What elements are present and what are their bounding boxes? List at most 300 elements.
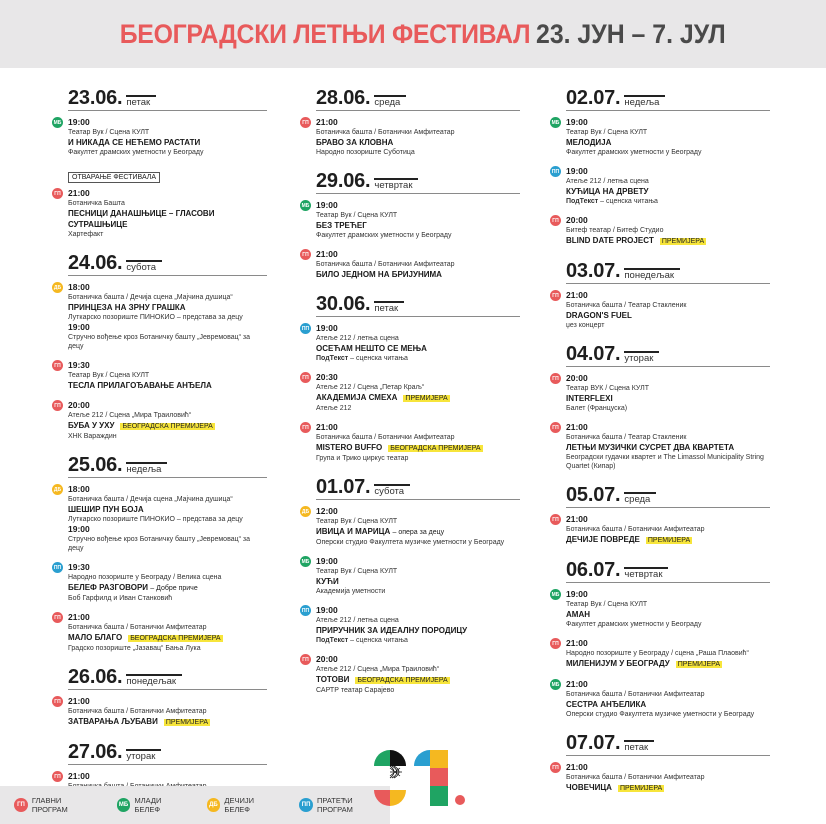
festival-31-logo-icon xyxy=(372,748,472,808)
day-weekday: четвртак xyxy=(374,178,418,191)
event-title-row xyxy=(316,442,520,454)
gp-badge-icon: ГП xyxy=(52,696,63,707)
event-item xyxy=(300,556,520,596)
day-weekday: понедељак xyxy=(624,268,680,281)
day-section xyxy=(52,253,267,441)
event-title-row xyxy=(68,137,267,148)
premiere-tag: БЕОГРАДСКА ПРЕМИЈЕРА xyxy=(130,635,221,642)
day-header xyxy=(316,171,520,194)
premiere-tag: БЕОГРАДСКА ПРЕМИЈЕРА xyxy=(122,423,213,430)
company-text: САРТР театар Сарајево xyxy=(316,687,395,694)
company-text: Луткарско позориште ПИНОКИО – представа за децу xyxy=(68,314,243,321)
event-item xyxy=(300,200,520,240)
event-time: 18:00 xyxy=(68,484,90,494)
pp-badge-icon: ПП xyxy=(299,798,313,812)
event-title: ШЕШИР ПУН БОЈА xyxy=(68,505,144,514)
gp-badge-icon: ГП xyxy=(52,612,63,623)
event-company xyxy=(316,148,520,157)
schedule-column-1 xyxy=(52,88,267,824)
premiere-tag: ПРЕМИЈЕРА xyxy=(677,661,721,668)
mb-badge-icon: МБ xyxy=(52,117,63,128)
event-title-row xyxy=(68,582,267,594)
event-subtitle: – Добре приче xyxy=(150,585,198,592)
gp-badge-icon: ГП xyxy=(52,360,63,371)
event-title: ТОТОВИ xyxy=(316,675,350,684)
day-weekday: среда xyxy=(374,95,406,108)
event-time-2: 19:00 xyxy=(68,322,90,332)
event-company xyxy=(316,404,520,413)
event-item xyxy=(52,696,267,728)
day-date: 05.07. xyxy=(566,484,621,506)
pp-badge-icon: ПП xyxy=(52,562,63,573)
event-extra: Стручно вођење кроз Ботаничку башту „Јевремовац“ за децу xyxy=(68,536,250,552)
event-title: ЛЕТЊИ МУЗИЧКИ СУСРЕТ ДВА КВАРТЕТА xyxy=(566,443,735,452)
day-weekday: субота xyxy=(126,260,162,273)
gp-badge-icon: ГП xyxy=(300,372,311,383)
event-venue: Ботаничка Башта xyxy=(68,200,125,207)
company-text: џез концерт xyxy=(566,322,605,329)
day-date: 03.07. xyxy=(566,260,621,282)
day-section xyxy=(550,344,770,471)
day-section xyxy=(300,294,520,463)
company-text: Факултет драмских уметности у Београду xyxy=(316,232,452,239)
event-venue: Атеље 212 / летња сцена xyxy=(566,178,649,185)
event-company xyxy=(316,354,520,363)
event-title: И НИКАДА СЕ НЕЋЕМО РАСТАТИ xyxy=(68,138,201,147)
event-title: ДЕЧИЈЕ ПОВРЕДЕ xyxy=(566,535,640,544)
day-header xyxy=(68,88,267,111)
legend-item-gp xyxy=(14,796,99,814)
mb-badge-icon: МБ xyxy=(300,556,311,567)
event-title: ПРИРУЧНИК ЗА ИДЕАЛНУ ПОРОДИЦУ xyxy=(316,626,468,635)
event-company xyxy=(566,321,770,330)
event-item xyxy=(300,506,520,547)
event-item xyxy=(550,679,770,719)
gp-badge-icon: ГП xyxy=(14,798,28,812)
day-section xyxy=(52,455,267,653)
day-section xyxy=(550,560,770,719)
event-venue: Театар Вук / Сцена КУЛТ xyxy=(316,518,398,525)
gp-badge-icon: ГП xyxy=(550,373,561,384)
event-company xyxy=(68,515,267,524)
event-company xyxy=(68,644,267,653)
event-title: ЧОВЕЧИЦА xyxy=(566,783,612,792)
event-venue: Театар Вук / Сцена КУЛТ xyxy=(316,212,398,219)
day-date: 01.07. xyxy=(316,476,371,498)
db-badge-icon: ДБ xyxy=(52,282,63,293)
event-title-row xyxy=(316,674,520,686)
gp-badge-icon: ГП xyxy=(300,117,311,128)
pp-badge-icon: ПП xyxy=(300,323,311,334)
company-bold: ПодТекст xyxy=(316,355,349,362)
day-weekday: уторак xyxy=(624,351,659,364)
event-title: МАЛО БЛАГО xyxy=(68,633,123,642)
event-item xyxy=(550,290,770,330)
event-title: ПЕСНИЦИ ДАНАШЊИЦЕ – ГЛАСОВИ СУТРАШЊИЦЕ xyxy=(68,209,215,229)
event-title-row xyxy=(68,504,267,515)
event-title-row xyxy=(68,716,267,728)
event-time: 19:00 xyxy=(566,166,588,176)
company-text: Народно позориште Суботица xyxy=(316,149,415,156)
event-venue: Ботаничка башта / Дечија сцена „Мајчина душица“ xyxy=(68,294,233,301)
festival-title: БЕОГРАДСКИ ЛЕТЊИ ФЕСТИВАЛ xyxy=(119,18,531,49)
day-header xyxy=(566,485,770,508)
day-header xyxy=(68,742,267,765)
db-badge-icon: ДБ xyxy=(300,506,311,517)
company-text: Луткарско позориште ПИНОКИО – представа за децу xyxy=(68,516,243,523)
event-title-row xyxy=(68,420,267,432)
day-date: 27.06. xyxy=(68,741,123,763)
event-item xyxy=(300,323,520,363)
event-title: DRAGON'S FUEL xyxy=(566,311,632,320)
event-company xyxy=(566,620,770,629)
event-item xyxy=(550,514,770,546)
event-item xyxy=(550,589,770,629)
event-title-row xyxy=(566,137,770,148)
event-venue: Театар ВУК / Сцена КУЛТ xyxy=(566,385,649,392)
event-time: 18:00 xyxy=(68,282,90,292)
company-text: Оперски студио Факултета музичке уметности у Београду xyxy=(316,539,505,546)
day-weekday: четвртак xyxy=(624,567,668,580)
event-time: 21:00 xyxy=(68,188,90,198)
legend-label: ГЛАВНИ ПРОГРАМ xyxy=(31,796,68,814)
premiere-tag: ПРЕМИЈЕРА xyxy=(405,395,448,402)
event-title-row xyxy=(316,392,520,404)
event-title: ПРИНЦЕЗА НА ЗРНУ ГРАШКА xyxy=(68,303,186,312)
company-text: Балет (Француска) xyxy=(566,405,628,412)
company-text: – сценска читања xyxy=(600,198,658,205)
company-text: Београдски гудачки квартет и The Limassol Municipality String Quartet (Кипар) xyxy=(566,454,764,470)
event-title: БИЛО ЈЕДНОМ НА БРИЈУНИМА xyxy=(316,270,442,279)
premiere-tag: ПРЕМИЈЕРА xyxy=(619,785,663,792)
event-title-row xyxy=(316,269,520,280)
event-item xyxy=(52,282,267,351)
event-title: INTERFLEXI xyxy=(566,394,613,403)
day-header xyxy=(566,733,770,756)
event-venue: Ботаничка башта / Ботанички Амфитеатар xyxy=(566,526,705,533)
event-item xyxy=(300,117,520,157)
event-time: 19:00 xyxy=(316,323,338,333)
event-extra: Стручно вођење кроз Ботаничку башту „Јевремовац“ за децу xyxy=(68,334,250,350)
event-venue: Атеље 212 / Сцена „Петар Краљ“ xyxy=(316,384,425,391)
event-title-row xyxy=(566,782,770,794)
company-text: Факултет драмских уметности у Београду xyxy=(566,621,702,628)
day-date: 02.07. xyxy=(566,87,621,109)
gp-badge-icon: ГП xyxy=(550,762,561,773)
day-date: 04.07. xyxy=(566,343,621,365)
event-company xyxy=(68,594,267,603)
legend-label: ДЕЧИЈИ БЕЛЕФ xyxy=(224,796,255,814)
event-title-row xyxy=(566,658,770,670)
gp-badge-icon: ГП xyxy=(52,771,63,782)
event-company xyxy=(566,710,770,719)
event-title-row xyxy=(316,137,520,148)
event-time: 21:00 xyxy=(316,117,338,127)
gp-badge-icon: ГП xyxy=(300,654,311,665)
company-bold: ПодТекст xyxy=(316,637,349,644)
event-time: 19:00 xyxy=(566,589,588,599)
event-title-row xyxy=(566,186,770,197)
event-title-row xyxy=(316,343,520,354)
event-time: 19:00 xyxy=(316,605,338,615)
day-header xyxy=(68,455,267,478)
day-weekday: недеља xyxy=(126,462,167,475)
event-title: КУЋИЦА НА ДРВЕТУ xyxy=(566,187,649,196)
day-section xyxy=(52,667,267,728)
event-title-row xyxy=(566,534,770,546)
premiere-tag: БЕОГРАДСКА ПРЕМИЈЕРА xyxy=(357,677,448,684)
event-company xyxy=(316,454,520,463)
day-section xyxy=(300,88,520,157)
company-text: Факултет драмских уметности у Београду xyxy=(566,149,702,156)
event-time-2: 19:00 xyxy=(68,524,90,534)
company-text: Факултет драмских уметности у Београду xyxy=(68,149,204,156)
event-venue: Ботаничка башта / Ботанички Амфитеатар xyxy=(68,624,207,631)
event-time: 20:00 xyxy=(68,400,90,410)
day-date: 06.07. xyxy=(566,559,621,581)
event-company xyxy=(68,313,267,322)
company-text: Атеље 212 xyxy=(316,405,352,412)
event-venue: Битеф театар / Битеф Студио xyxy=(566,227,664,234)
event-title-row xyxy=(566,235,770,247)
mb-badge-icon: МБ xyxy=(300,200,311,211)
event-time: 19:00 xyxy=(68,117,90,127)
event-item xyxy=(52,612,267,653)
event-time: 20:00 xyxy=(566,373,588,383)
pp-badge-icon: ПП xyxy=(300,605,311,616)
event-venue: Ботаничка башта / Ботанички Амфитеатар xyxy=(566,691,705,698)
schedule-column-3 xyxy=(550,88,770,808)
event-time: 21:00 xyxy=(316,249,338,259)
day-weekday: петак xyxy=(374,301,404,314)
mb-badge-icon: МБ xyxy=(550,117,561,128)
event-time: 21:00 xyxy=(566,422,588,432)
event-time: 21:00 xyxy=(316,422,338,432)
event-time: 19:00 xyxy=(566,117,588,127)
program-legend xyxy=(0,786,390,824)
event-venue: Ботаничка башта / Ботанички Амфитеатар xyxy=(566,774,705,781)
event-title-row xyxy=(68,302,267,313)
festival-dates: 23. ЈУН – 7. ЈУЛ xyxy=(536,18,726,49)
event-time: 21:00 xyxy=(68,771,90,781)
event-title: ОСЕЋАМ НЕШТО СЕ МЕЊА xyxy=(316,344,427,353)
event-item xyxy=(52,562,267,603)
event-item xyxy=(550,422,770,471)
event-title: БУБА У УХУ xyxy=(68,421,115,430)
event-company xyxy=(68,432,267,441)
event-company xyxy=(566,148,770,157)
event-title-row xyxy=(566,442,770,453)
premiere-tag: ПРЕМИЈЕРА xyxy=(661,238,705,245)
event-item xyxy=(550,638,770,670)
event-title: АМАН xyxy=(566,610,590,619)
day-header xyxy=(566,88,770,111)
event-title: MISTERO BUFFO xyxy=(316,443,383,452)
day-section xyxy=(52,88,267,239)
day-weekday: среда xyxy=(624,492,656,505)
day-weekday: петак xyxy=(126,95,156,108)
event-title-row xyxy=(316,526,520,538)
event-venue: Ботаничка башта / Ботанички Амфитеатар xyxy=(316,261,455,268)
event-item xyxy=(300,605,520,645)
day-date: 25.06. xyxy=(68,454,123,476)
day-date: 29.06. xyxy=(316,170,371,192)
event-venue: Театар Вук / Сцена КУЛТ xyxy=(566,601,648,608)
day-header xyxy=(316,477,520,500)
event-item xyxy=(550,215,770,247)
day-header xyxy=(566,261,770,284)
event-title: ЗАТВАРАЊА ЉУБАВИ xyxy=(68,717,158,726)
event-title: БРАВО ЗА КЛОВНА xyxy=(316,138,394,147)
event-title: ИВИЦА И МАРИЦА xyxy=(316,527,391,536)
festival-header xyxy=(0,0,826,68)
event-title-row xyxy=(566,393,770,404)
company-text: Оперски студио Факултета музичке уметности у Београду xyxy=(566,711,755,718)
day-date: 07.07. xyxy=(566,732,621,754)
day-section xyxy=(300,171,520,280)
event-venue: Народно позориште у Београду / сцена „Раша Плаовић“ xyxy=(566,650,749,657)
event-time: 20:00 xyxy=(566,215,588,225)
event-venue: Атеље 212 / Сцена „Мира Траиловић“ xyxy=(316,666,440,673)
event-item xyxy=(300,249,520,280)
event-title-row xyxy=(566,699,770,710)
event-time: 21:00 xyxy=(566,679,588,689)
event-company xyxy=(316,538,520,547)
event-item xyxy=(52,400,267,441)
gp-badge-icon: ГП xyxy=(550,290,561,301)
event-venue: Атеље 212 / Сцена „Мира Траиловић“ xyxy=(68,412,192,419)
gp-badge-icon: ГП xyxy=(300,249,311,260)
event-time: 21:00 xyxy=(566,514,588,524)
premiere-tag: БЕОГРАДСКА ПРЕМИЈЕРА xyxy=(390,445,481,452)
event-company xyxy=(68,230,267,239)
event-venue: Ботаничка башта / Театар Стакленик xyxy=(566,434,687,441)
event-venue: Театар Вук / Сцена КУЛТ xyxy=(68,129,150,136)
company-text: Боб Гарфилд и Иван Станковић xyxy=(68,595,173,602)
gp-badge-icon: ГП xyxy=(52,400,63,411)
event-title: КУЋИ xyxy=(316,577,339,586)
event-time: 21:00 xyxy=(566,290,588,300)
company-text: Група и Трико циркус театар xyxy=(316,455,409,462)
event-company xyxy=(316,686,520,695)
gp-badge-icon: ГП xyxy=(300,422,311,433)
day-weekday: петак xyxy=(624,740,654,753)
day-weekday: понедељак xyxy=(126,674,182,687)
event-time: 21:00 xyxy=(68,696,90,706)
company-text: ХНК Вараждин xyxy=(68,433,117,440)
event-venue: Атеље 212 / летња сцена xyxy=(316,617,399,624)
day-section xyxy=(550,88,770,247)
event-title-row xyxy=(68,632,267,644)
day-weekday: субота xyxy=(374,484,410,497)
event-item xyxy=(52,484,267,553)
event-venue: Ботаничка башта / Дечија сцена „Мајчина душица“ xyxy=(68,496,233,503)
event-company xyxy=(316,231,520,240)
day-date: 30.06. xyxy=(316,293,371,315)
gp-badge-icon: ГП xyxy=(550,215,561,226)
event-title: БЕЛЕФ РАЗГОВОРИ xyxy=(68,583,149,592)
day-date: 26.06. xyxy=(68,666,123,688)
event-company xyxy=(316,587,520,596)
event-time: 20:30 xyxy=(316,372,338,382)
company-text: Градско позориште „Јазавац“ Бања Лука xyxy=(68,645,201,652)
day-section xyxy=(300,477,520,695)
event-item xyxy=(550,762,770,794)
event-title-row xyxy=(316,576,520,587)
event-title-row xyxy=(316,625,520,636)
event-venue: Ботаничка башта / Ботанички Амфитеатар xyxy=(316,129,455,136)
event-title-row xyxy=(316,220,520,231)
event-venue: Ботаничка башта / Театар Стакленик xyxy=(566,302,687,309)
day-header xyxy=(316,294,520,317)
event-time: 19:30 xyxy=(68,360,90,370)
event-time: 19:00 xyxy=(316,200,338,210)
day-section xyxy=(550,733,770,794)
company-text: – сценска читања xyxy=(350,355,408,362)
event-time: 21:00 xyxy=(68,612,90,622)
day-header xyxy=(68,667,267,690)
event-title: АКАДЕМИЈА СМЕХА xyxy=(316,393,398,402)
event-time: 12:00 xyxy=(316,506,338,516)
event-venue: Театар Вук / Сцена КУЛТ xyxy=(68,372,150,379)
event-item xyxy=(52,117,267,157)
db-badge-icon: ДБ xyxy=(207,798,221,812)
event-time: 19:30 xyxy=(68,562,90,572)
event-company xyxy=(566,197,770,206)
event-title-row xyxy=(68,380,267,391)
day-date: 24.06. xyxy=(68,252,123,274)
event-title: СЕСТРА АНЂЕЛИКА xyxy=(566,700,647,709)
company-bold: ПодТекст xyxy=(566,198,599,205)
event-venue: Народно позориште у Београду / Велика сцена xyxy=(68,574,222,581)
premiere-tag: ПРЕМИЈЕРА xyxy=(165,719,209,726)
company-text: Академија уметности xyxy=(316,588,386,595)
event-time: 21:00 xyxy=(566,638,588,648)
day-header xyxy=(316,88,520,111)
day-header xyxy=(566,344,770,367)
event-title: МИЛЕНИЈУМ У БЕОГРАДУ xyxy=(566,659,670,668)
event-title-row xyxy=(566,609,770,620)
day-header xyxy=(68,253,267,276)
event-company xyxy=(566,404,770,413)
event-time: 20:00 xyxy=(316,654,338,664)
day-weekday: недеља xyxy=(624,95,665,108)
premiere-tag: ПРЕМИЈЕРА xyxy=(647,537,691,544)
event-company xyxy=(316,636,520,645)
gp-badge-icon: ГП xyxy=(550,422,561,433)
opening-label: ОТВАРАЊЕ ФЕСТИВАЛА xyxy=(68,172,160,183)
event-title: ТЕСЛА ПРИЛАГОЂАВАЊЕ АНЂЕЛА xyxy=(68,381,212,390)
company-text: – сценска читања xyxy=(350,637,408,644)
company-text: Хартефакт xyxy=(68,231,104,238)
day-date: 23.06. xyxy=(68,87,123,109)
gp-badge-icon: ГП xyxy=(550,638,561,649)
event-venue: Театар Вук / Сцена КУЛТ xyxy=(316,568,398,575)
event-venue: Ботаничка башта / Ботанички Амфитеатар xyxy=(68,708,207,715)
pp-badge-icon: ПП xyxy=(550,166,561,177)
event-item xyxy=(52,360,267,391)
event-company xyxy=(566,453,770,471)
event-time: 21:00 xyxy=(566,762,588,772)
event-item xyxy=(52,188,267,239)
legend-item-db xyxy=(207,796,282,814)
day-weekday: уторак xyxy=(126,749,161,762)
day-header xyxy=(566,560,770,583)
event-title: BLIND DATE PROJECT xyxy=(566,236,654,245)
event-title: МЕЛОДИЈА xyxy=(566,138,612,147)
schedule-column-2 xyxy=(300,88,520,709)
mb-badge-icon: МБ xyxy=(117,798,131,812)
